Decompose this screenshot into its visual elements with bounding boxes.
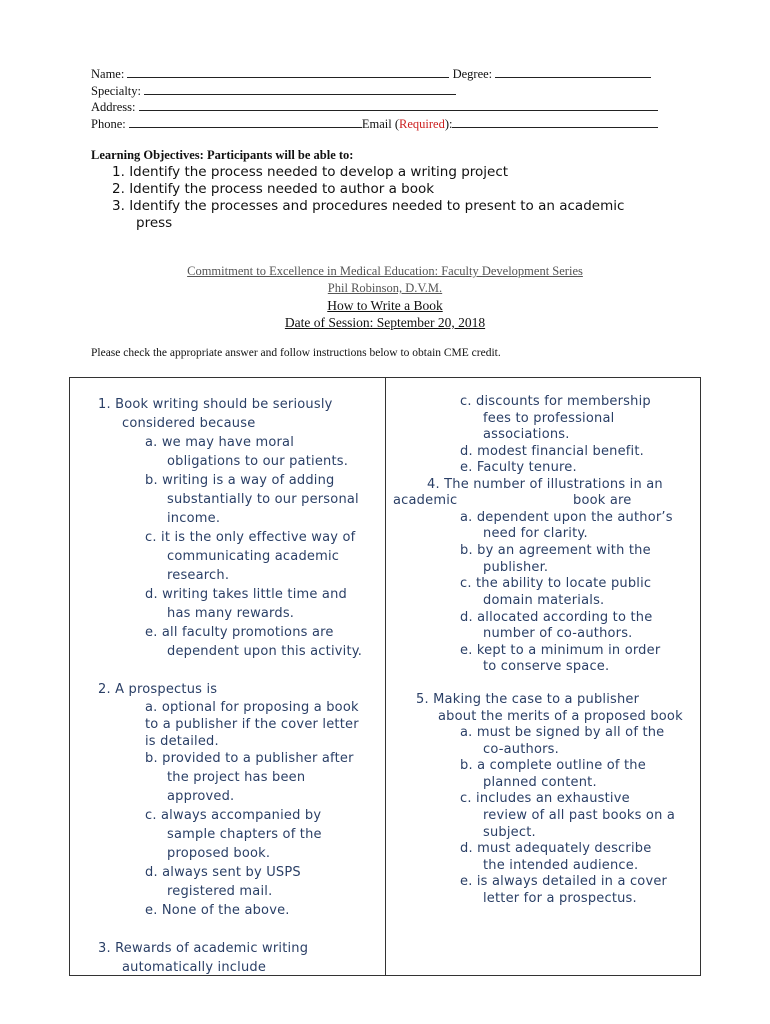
answer-option-cont: subject. — [483, 825, 536, 840]
question-1-cont: considered because — [122, 416, 256, 431]
objective-item — [112, 164, 508, 180]
session-title: How to Write a Book — [327, 298, 443, 313]
answer-option-cont: review of all past books on a — [483, 808, 676, 823]
address-label: Address: — [91, 100, 136, 114]
answer-option[interactable]: b. provided to a publisher after — [145, 751, 354, 766]
phone-label: Phone: — [91, 117, 126, 131]
email-label: Email ( — [361, 117, 399, 131]
required-label: Required — [399, 117, 445, 131]
session-date: Date of Session: September 20, 2018 — [284, 315, 486, 330]
answer-option-cont: the intended audience. — [483, 858, 639, 873]
answer-option[interactable]: a. optional for proposing a book — [145, 700, 359, 715]
answer-option-cont: has many rewards. — [167, 606, 295, 621]
address-blank[interactable] — [139, 99, 658, 111]
answer-option[interactable]: e. kept to a minimum in order — [460, 643, 661, 658]
answer-option[interactable]: a. dependent upon the author’s — [460, 510, 673, 525]
answer-option[interactable]: d. allocated according to the — [460, 610, 653, 625]
answer-option-cont: domain materials. — [483, 593, 605, 608]
answer-option[interactable]: c. includes an exhaustive — [460, 791, 630, 806]
answer-option[interactable]: d. writing takes little time and — [145, 587, 347, 602]
answer-option-cont: associations. — [483, 427, 570, 442]
objective-text: Identify the processes and procedures needed to present to an academic — [129, 198, 625, 214]
answer-option[interactable]: c. the ability to locate public — [460, 576, 652, 591]
answer-option-cont: sample chapters of the — [167, 827, 322, 842]
question-1: 1. Book writing should be seriously — [98, 397, 333, 412]
objective-number: 2. — [112, 181, 125, 197]
objective-item-continued: press — [136, 215, 173, 231]
specialty-label: Specialty: — [91, 84, 141, 98]
answer-option[interactable]: a. must be signed by all of the — [460, 725, 665, 740]
objective-number: 1. — [112, 164, 125, 180]
question-3-cont: automatically include — [122, 960, 267, 975]
answer-option-cont: is detailed. — [145, 734, 219, 749]
answer-option-cont: co-authors. — [483, 742, 559, 757]
phone-email-field[interactable] — [91, 116, 658, 132]
answer-option-cont: to a publisher if the cover letter — [145, 717, 359, 732]
answer-option-cont: communicating academic — [167, 549, 340, 564]
objective-item — [112, 198, 624, 214]
author-name: Phil Robinson, D.V.M. — [327, 281, 443, 295]
objective-number: 3. — [112, 198, 125, 214]
answer-option[interactable]: e. is always detailed in a cover — [460, 874, 668, 889]
answer-option[interactable]: e. Faculty tenure. — [460, 460, 577, 475]
answer-option-cont: the project has been — [167, 770, 306, 785]
degree-label: Degree: — [452, 67, 493, 81]
answer-option-cont: dependent upon this activity. — [167, 644, 363, 659]
answer-option-cont: need for clarity. — [483, 526, 588, 541]
email-close: ): — [444, 117, 453, 131]
objectives-heading: Learning Objectives: Participants will be able to: — [91, 148, 354, 162]
series-title: Commitment to Excellence in Medical Education: Faculty Development Series — [187, 264, 583, 278]
answer-option-cont: research. — [167, 568, 230, 583]
name-field[interactable] — [91, 66, 651, 82]
answer-option-cont: approved. — [167, 789, 235, 804]
question-4: 4. The number of illustrations in an — [427, 477, 663, 492]
objective-item — [112, 181, 434, 197]
answer-option[interactable]: b. writing is a way of adding — [145, 473, 335, 488]
objective-text: Identify the process needed to develop a writing project — [129, 164, 509, 180]
question-4-cont: book are — [573, 493, 632, 508]
address-field[interactable] — [91, 99, 658, 115]
answer-option-cont: substantially to our personal — [167, 492, 359, 507]
answer-option[interactable]: a. we may have moral — [145, 435, 295, 450]
name-blank[interactable] — [127, 66, 449, 78]
answer-option-cont: publisher. — [483, 560, 549, 575]
question-3: 3. Rewards of academic writing — [98, 941, 309, 956]
question-4-cont: academic — [393, 493, 458, 508]
specialty-blank[interactable] — [144, 83, 456, 95]
objective-text: Identify the process needed to author a book — [129, 181, 435, 197]
column-divider — [385, 377, 386, 976]
answer-option[interactable]: c. it is the only effective way of — [145, 530, 356, 545]
instructions-text: Please check the appropriate answer and follow instructions below to obtain CME credit. — [91, 347, 501, 359]
question-5-cont: about the merits of a proposed book — [438, 709, 683, 724]
answer-option[interactable]: b. a complete outline of the — [460, 758, 646, 773]
answer-option[interactable]: c. discounts for membership — [460, 394, 651, 409]
degree-blank[interactable] — [495, 66, 651, 78]
answer-option[interactable]: d. modest financial benefit. — [460, 444, 644, 459]
answer-option[interactable]: d. must adequately describe — [460, 841, 652, 856]
answer-option-cont: registered mail. — [167, 884, 273, 899]
answer-option-cont: obligations to our patients. — [167, 454, 349, 469]
question-5: 5. Making the case to a publisher — [416, 692, 640, 707]
phone-blank[interactable] — [129, 116, 362, 128]
answer-option[interactable]: d. always sent by USPS — [145, 865, 301, 880]
answer-option-cont: letter for a prospectus. — [483, 891, 637, 906]
specialty-field[interactable] — [91, 83, 456, 99]
answer-option[interactable]: b. by an agreement with the — [460, 543, 651, 558]
answer-option-cont: planned content. — [483, 775, 597, 790]
email-blank[interactable] — [452, 116, 658, 128]
name-label: Name: — [91, 67, 125, 81]
answer-option-cont: income. — [167, 511, 221, 526]
answer-option-cont: fees to professional — [483, 411, 615, 426]
answer-option[interactable]: e. None of the above. — [145, 903, 290, 918]
answer-option-cont: number of co-authors. — [483, 626, 633, 641]
question-2: 2. A prospectus is — [98, 682, 218, 697]
answer-option-cont: proposed book. — [167, 846, 271, 861]
answer-option[interactable]: e. all faculty promotions are — [145, 625, 334, 640]
answer-option-cont: to conserve space. — [483, 659, 610, 674]
answer-option[interactable]: c. always accompanied by — [145, 808, 322, 823]
